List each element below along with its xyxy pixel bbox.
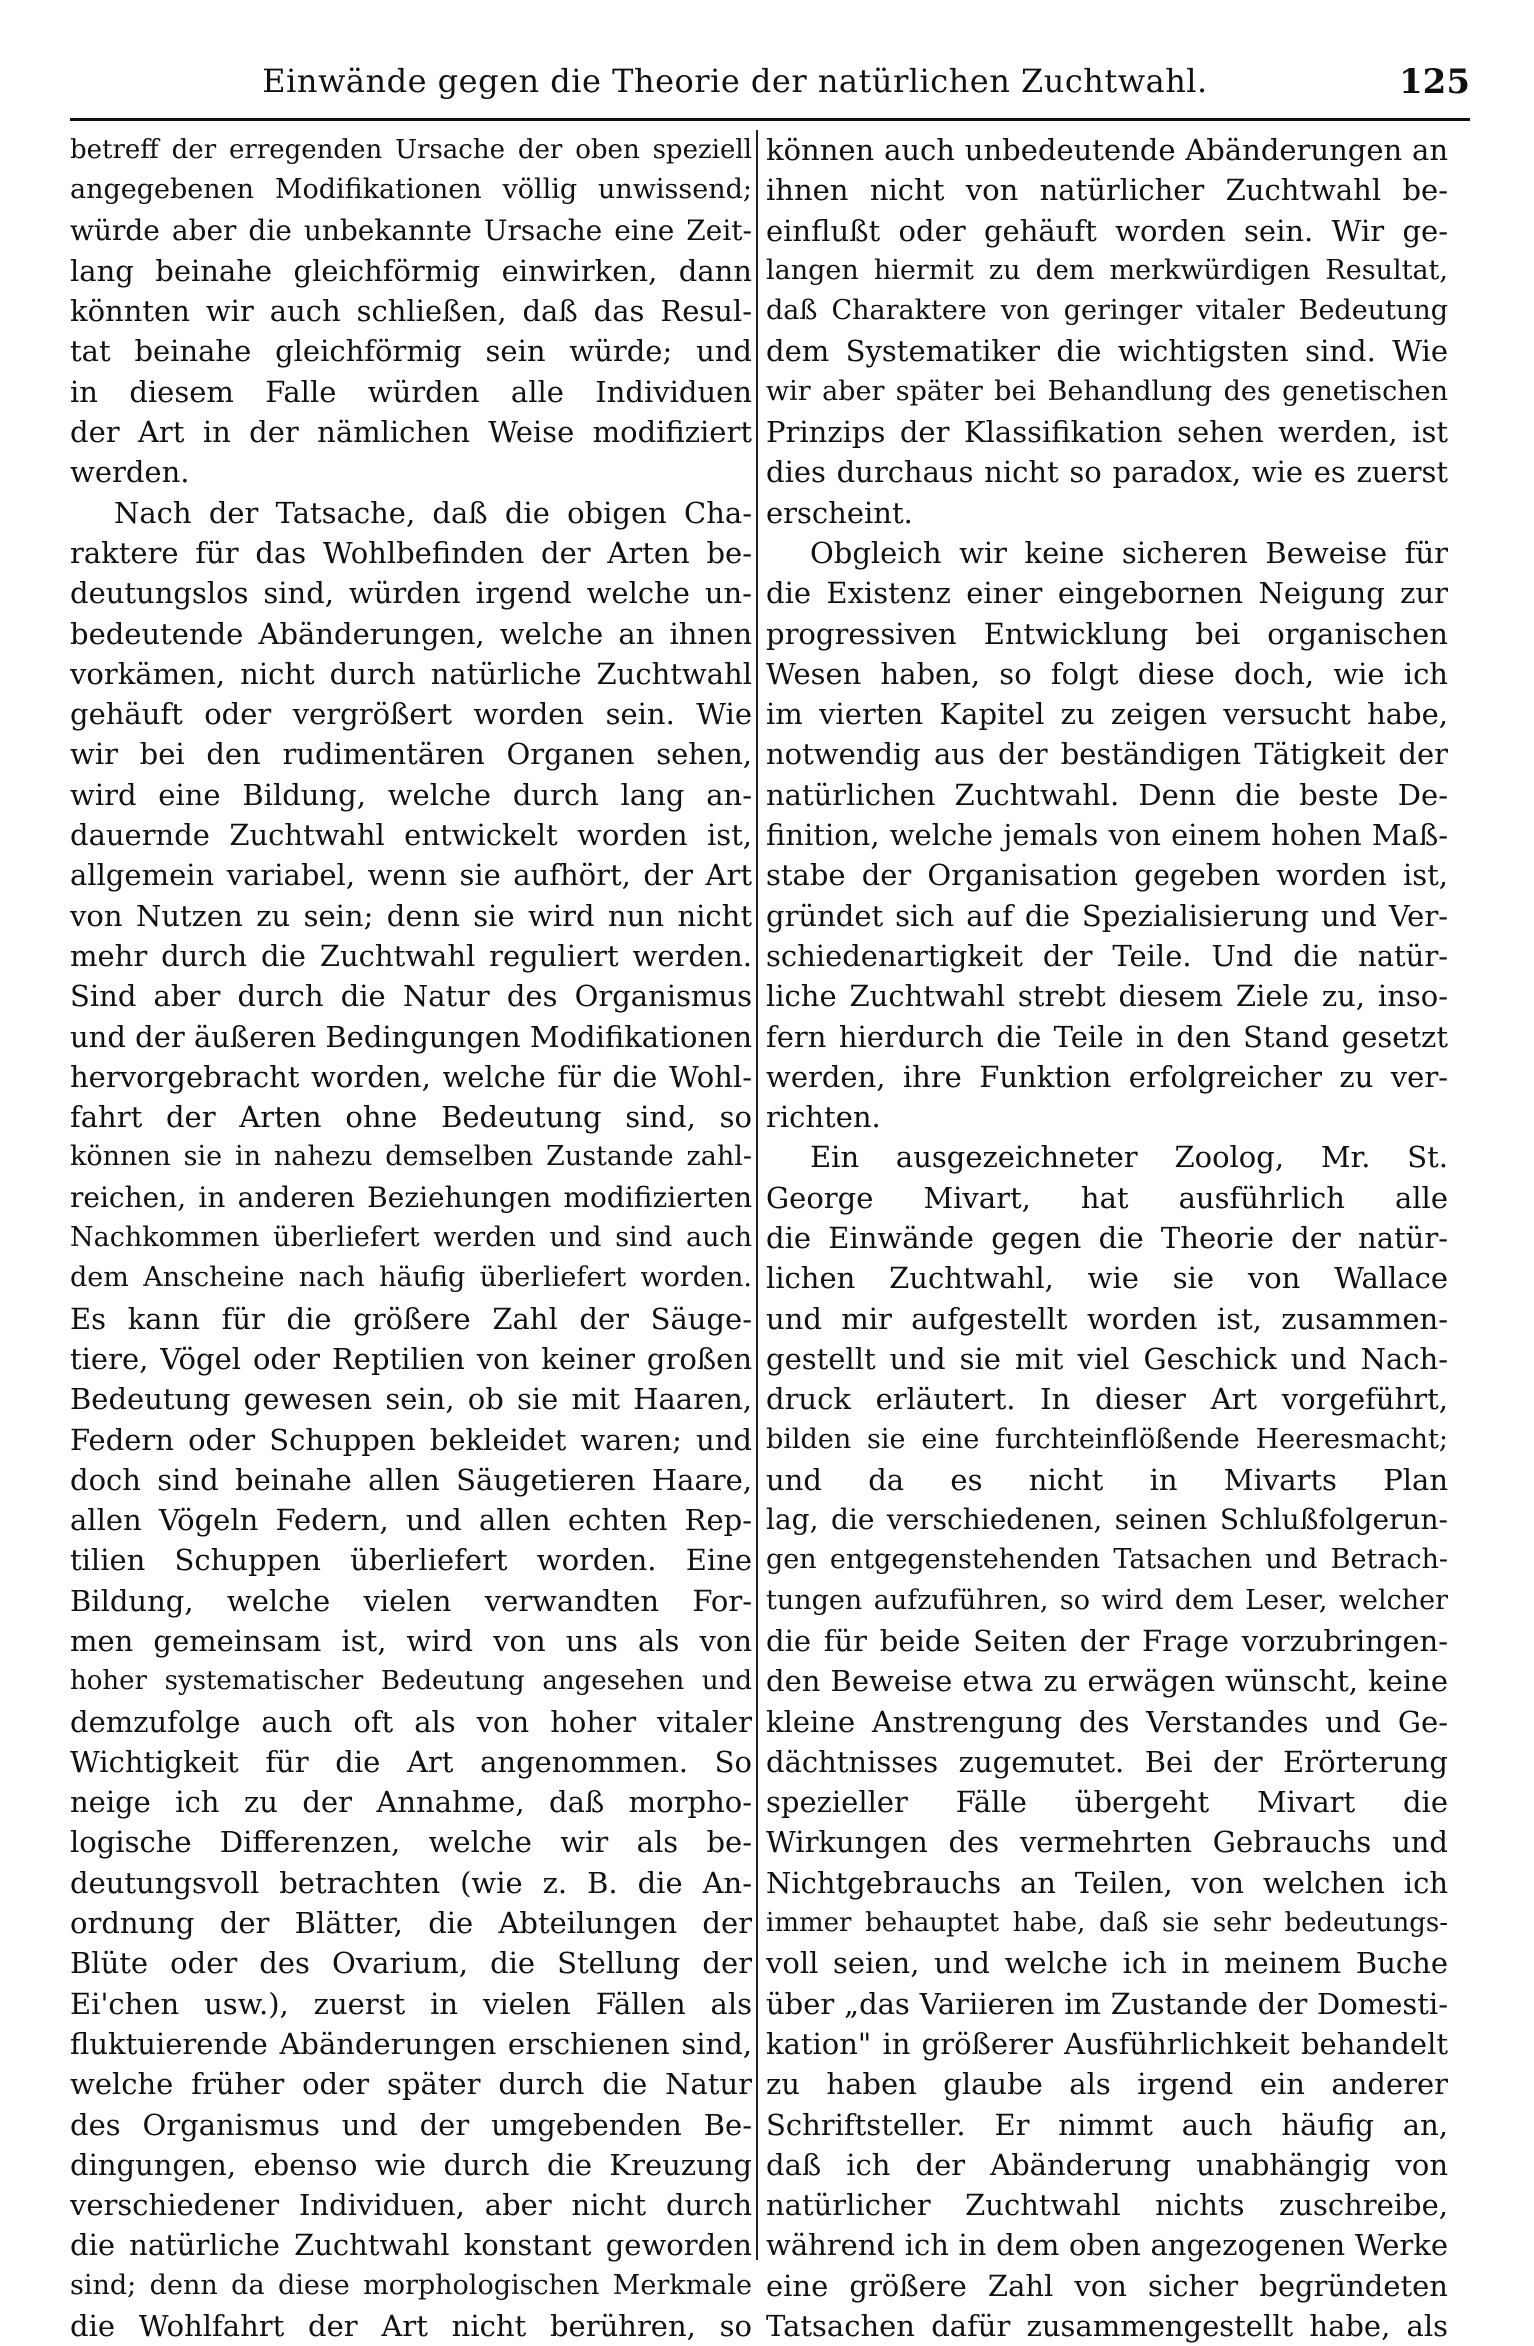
text-line: die Einwände gegen die Theorie der natür-: [766, 1221, 1448, 1256]
text-line: voll seien, und welche ich in meinem Buche: [766, 1946, 1448, 1981]
text-line: und da es nicht in Mivarts Plan: [766, 1462, 1448, 1497]
text-line: eine größere Zahl von sicher begründeten: [766, 2268, 1448, 2303]
text-line: liche Zuchtwahl strebt diesem Ziele zu, inso-: [766, 979, 1448, 1014]
text-line: könnten wir auch schließen, daß das Resul-: [70, 294, 752, 329]
text-line: ordnung der Blätter, die Abteilungen der: [70, 1906, 752, 1941]
text-line: werden, ihre Funktion erfolgreicher zu ver-: [766, 1059, 1448, 1094]
text-line: werden.: [70, 455, 190, 490]
text-line: gehäuft oder vergrößert worden sein. Wie: [70, 697, 752, 732]
text-line: finition, welche jemals von einem hohen Maß-: [766, 818, 1448, 853]
text-line: langen hiermit zu dem merkwürdigen Resultat,: [766, 254, 1448, 286]
right-column: [766, 130, 1448, 2346]
text-line: fluktuierende Abänderungen erschienen sind,: [70, 2026, 752, 2061]
text-line: lichen Zuchtwahl, wie sie von Wallace: [766, 1261, 1448, 1296]
text-line: Wichtigkeit für die Art angenommen. So: [70, 1744, 752, 1779]
text-line: in diesem Falle würden alle Individuen: [70, 374, 752, 409]
column-divider: [756, 130, 758, 2260]
text-line: angegebenen Modifikationen völlig unwissend;: [70, 174, 752, 206]
text-line: wir aber später bei Behandlung des genetischen: [766, 375, 1448, 407]
text-line: demzufolge auch oft als von hoher vitaler: [70, 1704, 752, 1739]
text-line: lag, die verschiedenen, seinen Schlußfolgerun-: [766, 1503, 1448, 1537]
running-title: Einwände gegen die Theorie der natürlichen Zuchtwahl.: [262, 62, 1208, 100]
text-line: Wesen haben, so folgt diese doch, wie ich: [766, 656, 1448, 691]
text-line: über „das Variieren im Zustande der Domesti-: [766, 1986, 1448, 2021]
text-line: notwendig aus der beständigen Tätigkeit der: [766, 737, 1448, 772]
text-line: erscheint.: [766, 495, 913, 530]
text-line: Wirkungen des vermehrten Gebrauchs und: [766, 1825, 1448, 1860]
text-line: Bedeutung gewesen sein, ob sie mit Haaren,: [70, 1382, 752, 1417]
text-line: bedeutende Abänderungen, welche an ihnen: [70, 616, 752, 651]
text-line: logische Differenzen, welche wir als be-: [70, 1825, 752, 1860]
text-line: gestellt und sie mit viel Geschick und Nach-: [766, 1341, 1448, 1376]
text-line: die für beide Seiten der Frage vorzubringen-: [766, 1623, 1448, 1658]
text-line: daß ich der Abänderung unabhängig von: [766, 2147, 1448, 2182]
text-line: Nachkommen überliefert werden und sind auch: [70, 1222, 752, 1254]
text-line: würde aber die unbekannte Ursache eine Zeit-: [70, 213, 752, 247]
page-number: 125: [1399, 62, 1470, 102]
text-line: Schriftsteller. Er nimmt auch häufig an,: [766, 2107, 1448, 2142]
text-line: richten.: [766, 1100, 881, 1135]
text-line: und mir aufgestellt worden ist, zusammen-: [766, 1301, 1448, 1336]
text-line: hervorgebracht worden, welche für die Wohl-: [70, 1059, 752, 1094]
text-line: allgemein variabel, wenn sie aufhört, der Art: [70, 858, 752, 893]
text-line: fahrt der Arten ohne Bedeutung sind, so: [70, 1100, 752, 1135]
text-line: schiedenartigkeit der Teile. Und die natür-: [766, 938, 1448, 973]
text-line: Bildung, welche vielen verwandten For-: [70, 1583, 752, 1618]
text-line: wir bei den rudimentären Organen sehen,: [70, 737, 752, 772]
text-line: im vierten Kapitel zu zeigen versucht habe,: [766, 697, 1448, 732]
text-line: bilden sie eine furchteinflößende Heeresmacht;: [766, 1423, 1448, 1455]
text-line: deutungsvoll betrachten (wie z. B. die An-: [70, 1865, 752, 1900]
text-line: stabe der Organisation gegeben worden ist,: [766, 858, 1448, 893]
text-line: der Art in der nämlichen Weise modifiziert: [70, 415, 752, 450]
text-line: daß Charaktere von geringer vitaler Bedeutung: [766, 295, 1448, 327]
page-header: [70, 62, 1470, 108]
text-line: betreff der erregenden Ursache der oben speziell: [70, 135, 752, 165]
text-line: die natürliche Zuchtwahl konstant geworden: [70, 2228, 752, 2263]
text-line: doch sind beinahe allen Säugetieren Haare,: [70, 1462, 752, 1497]
text-line: tat beinahe gleichförmig sein würde; und: [70, 334, 752, 369]
text-line: gründet sich auf die Spezialisierung und Ver-: [766, 898, 1448, 933]
text-line: während ich in dem oben angezogenen Werke: [766, 2228, 1448, 2263]
text-line: natürlichen Zuchtwahl. Denn die beste De-: [766, 777, 1448, 812]
text-line: progressiven Entwicklung bei organischen: [766, 616, 1448, 651]
text-line: men gemeinsam ist, wird von uns als von: [70, 1623, 752, 1658]
text-line: fern hierdurch die Teile in den Stand gesetzt: [766, 1019, 1448, 1054]
text-line: Ein ausgezeichneter Zoolog, Mr. St.: [810, 1140, 1448, 1175]
text-line: Blüte oder des Ovarium, die Stellung der: [70, 1946, 752, 1981]
text-line: Prinzips der Klassifikation sehen werden, ist: [766, 415, 1448, 450]
text-line: Nach der Tatsache, daß die obigen Cha-: [114, 495, 752, 530]
text-line: vorkämen, nicht durch natürliche Zuchtwahl: [70, 656, 752, 691]
text-line: spezieller Fälle übergeht Mivart die: [766, 1785, 1448, 1820]
text-line: verschiedener Individuen, aber nicht durch: [70, 2188, 752, 2223]
text-line: sind; denn da diese morphologischen Merkmale: [70, 2269, 752, 2301]
header-rule: [70, 118, 1470, 121]
text-line: die Wohlfahrt der Art nicht berühren, so: [70, 2309, 752, 2344]
text-line: dauernde Zuchtwahl entwickelt worden ist,: [70, 818, 752, 853]
text-line: kation" in größerer Ausführlichkeit behandelt: [766, 2026, 1448, 2061]
text-line: lang beinahe gleichförmig einwirken, dann: [70, 253, 752, 288]
text-line: können auch unbedeutende Abänderungen an: [766, 133, 1448, 167]
left-column: [70, 130, 752, 2346]
text-line: zu haben glaube als irgend ein anderer: [766, 2067, 1448, 2102]
text-line: dingungen, ebenso wie durch die Kreuzung: [70, 2147, 752, 2182]
text-line: die Existenz einer eingebornen Neigung zur: [766, 576, 1448, 611]
text-line: Federn oder Schuppen bekleidet waren; und: [70, 1422, 752, 1457]
text-line: kleine Anstrengung des Verstandes und Ge-: [766, 1704, 1448, 1739]
text-line: raktere für das Wohlbefinden der Arten be-: [70, 535, 752, 570]
text-line: dem Systematiker die wichtigsten sind. Wie: [766, 334, 1448, 369]
text-line: tungen aufzuführen, so wird dem Leser, welcher: [766, 1584, 1448, 1616]
text-line: natürlicher Zuchtwahl nichts zuschreibe,: [766, 2188, 1448, 2223]
text-line: gen entgegenstehenden Tatsachen und Betrach-: [766, 1544, 1448, 1576]
text-line: wird eine Bildung, welche durch lang an-: [70, 777, 752, 812]
text-line: mehr durch die Zuchtwahl reguliert werden.: [70, 938, 752, 973]
text-line: druck erläutert. In dieser Art vorgeführt,: [766, 1382, 1448, 1417]
text-line: dem Anscheine nach häufig überliefert worden.: [70, 1262, 752, 1294]
text-line: allen Vögeln Federn, und allen echten Rep-: [70, 1503, 752, 1538]
text-line: Es kann für die größere Zahl der Säuge-: [70, 1301, 752, 1336]
text-line: Nichtgebrauchs an Teilen, von welchen ich: [766, 1865, 1448, 1900]
text-line: Sind aber durch die Natur des Organismus: [70, 979, 752, 1014]
text-line: den Beweise etwa zu erwägen wünscht, keine: [766, 1664, 1448, 1699]
text-line: des Organismus und der umgebenden Be-: [70, 2107, 752, 2142]
text-line: reichen, in anderen Beziehungen modifizierten: [70, 1180, 752, 1214]
text-line: und der äußeren Bedingungen Modifikationen: [70, 1019, 752, 1054]
text-line: tiere, Vögel oder Reptilien von keiner großen: [70, 1341, 752, 1376]
text-line: Obgleich wir keine sicheren Beweise für: [810, 535, 1448, 570]
text-line: hoher systematischer Bedeutung angesehen und: [70, 1666, 752, 1697]
text-line: George Mivart, hat ausführlich alle: [766, 1180, 1448, 1215]
text-line: welche früher oder später durch die Natur: [70, 2067, 752, 2102]
text-line: neige ich zu der Annahme, daß morpho-: [70, 1785, 752, 1820]
text-line: deutungslos sind, würden irgend welche un-: [70, 576, 752, 611]
text-line: dies durchaus nicht so paradox, wie es zuerst: [766, 455, 1448, 490]
text-line: dächtnisses zugemutet. Bei der Erörterung: [766, 1744, 1448, 1779]
text-line: Tatsachen dafür zusammengestellt habe, als: [766, 2309, 1448, 2344]
text-line: tilien Schuppen überliefert worden. Eine: [70, 1543, 752, 1578]
text-line: immer behauptet habe, daß sie sehr bedeutungs-: [766, 1908, 1448, 1939]
text-line: von Nutzen zu sein; denn sie wird nun nicht: [70, 898, 752, 933]
text-line: können sie in nahezu demselben Zustande zahl-: [70, 1141, 752, 1173]
text-line: Ei'chen usw.), zuerst in vielen Fällen als: [70, 1986, 752, 2021]
text-line: einflußt oder gehäuft worden sein. Wir ge-: [766, 213, 1448, 248]
text-line: ihnen nicht von natürlicher Zuchtwahl be-: [766, 173, 1448, 208]
